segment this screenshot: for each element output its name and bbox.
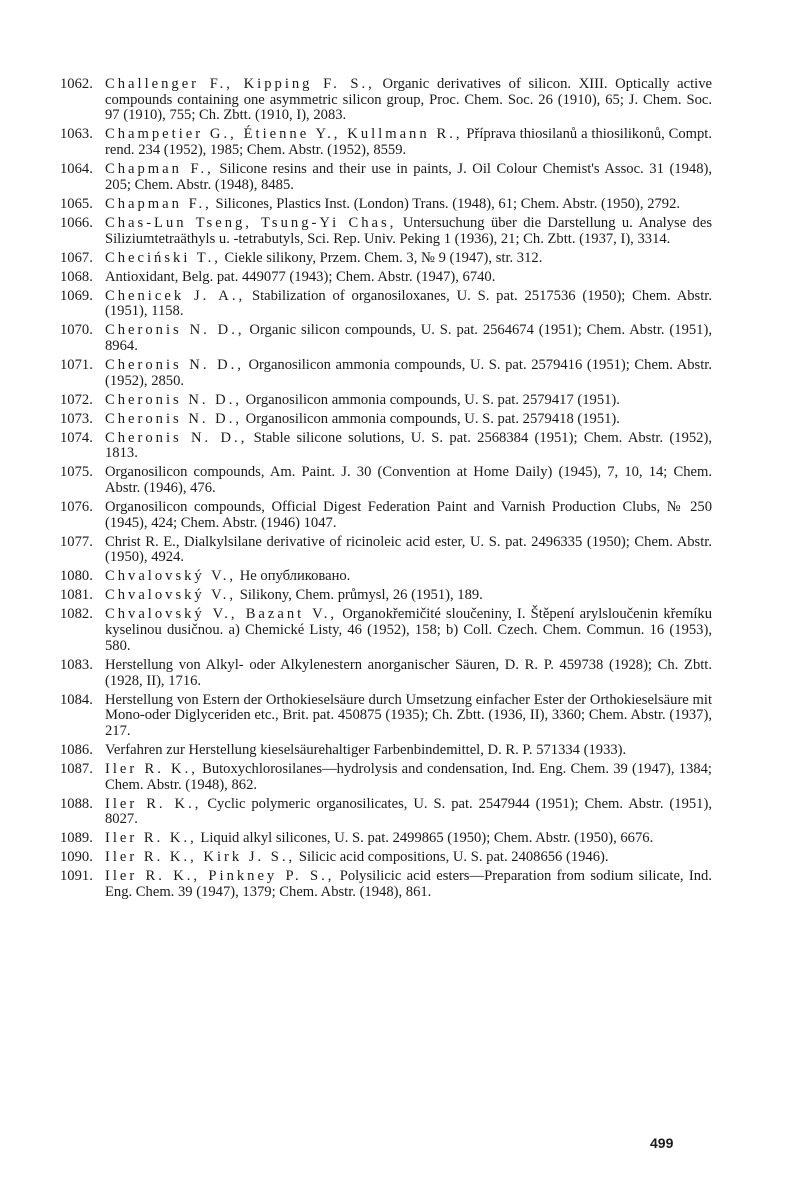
reference-authors: Cheronis N. D., (105, 356, 244, 373)
reference-text: Cyclic polymeric organosilicates, U. S. pat. 2547944 (1951); Chem. Abstr. (1951), 8027. (105, 795, 712, 828)
reference-authors: Challenger F., Kipping F. S., (105, 76, 375, 92)
reference-authors: Chapman F., (105, 195, 212, 212)
reference-authors: Chvalovský V., (105, 587, 237, 604)
reference-item (60, 289, 712, 320)
reference-authors: Checiński T., (105, 249, 221, 266)
reference-item (60, 607, 712, 654)
reference-text: Silicic acid compositions, U. S. pat. 2408656 (1946). (295, 849, 609, 866)
reference-number: 1075. (60, 464, 93, 481)
reference-item (60, 251, 712, 267)
reference-item (60, 358, 712, 389)
reference-authors: Iler R. K., (105, 830, 197, 847)
reference-text: Příprava thiosilanů a thiosilikonů, Compt. rend. 234 (1952), 1985; Chem. Abstr. (1952), 8559. (105, 126, 712, 159)
reference-number: 1068. (60, 268, 93, 285)
reference-number: 1066. (60, 214, 93, 231)
reference-text: Liquid alkyl silicones, U. S. pat. 2499865 (1950); Chem. Abstr. (1950), 6676. (196, 830, 654, 847)
reference-item (60, 127, 712, 158)
reference-number: 1084. (60, 691, 93, 708)
reference-number: 1087. (60, 760, 93, 777)
page-number: 499 (650, 1135, 674, 1151)
reference-number: 1088. (60, 795, 93, 812)
reference-item (60, 431, 712, 462)
reference-number: 1081. (60, 587, 93, 604)
reference-authors: Iler R. K., (105, 795, 202, 812)
reference-number: 1076. (60, 499, 93, 516)
reference-number: 1091. (60, 868, 93, 885)
reference-authors: Cheronis N. D., (105, 410, 243, 427)
reference-number: 1077. (60, 533, 93, 550)
reference-authors: Chvalovský V., Bazant V., (105, 606, 338, 623)
reference-authors: Chas-Lun Tseng, Tsung-Yi Chas, (105, 214, 397, 231)
reference-text: Organosilicon compounds, Am. Paint. J. 30 (Convention at Home Daily) (1945), 7, 10, 14; Chem. Abstr. (1946), 476. (105, 464, 712, 497)
reference-text: Herstellung von Estern der Orthokieselsäure durch Umsetzung einfacher Ester der Orthokieselsäure mit Mono-oder Diglyceriden etc., Brit. pat. 450875 (1935); Ch. Zbtt. (1936, II), 3360; Chem. Abstr. (1937), 217. (105, 691, 712, 739)
reference-number: 1064. (60, 161, 93, 178)
reference-item (60, 869, 712, 900)
reference-text: Organic derivatives of silicon. XIII. Optically active compounds containing one asymmetric silicon group, Proc. Chem. Soc. 26 (1910), 65; J. Chem. Soc. 97 (1910), 755; Ch. Zbtt. (1910, I), 2083. (105, 76, 712, 124)
reference-number: 1090. (60, 849, 93, 866)
reference-text: Organokřemičité sloučeniny, I. Štěpení arylsloučenin křemíku kyselinou dusičnou. a) Chemické Listy, 46 (1952), 158; b) Coll. Czech. Chem. Commun. 16 (1953), 580. (105, 606, 712, 654)
reference-text: Stable silicone solutions, U. S. pat. 2568384 (1951); Chem. Abstr. (1952), 1813. (105, 429, 712, 462)
reference-text: Christ R. E., Dialkylsilane derivative of ricinoleic acid ester, U. S. pat. 2496335 (1950); Chem. Abstr. (1950), 4924. (105, 533, 712, 566)
reference-number: 1065. (60, 195, 93, 212)
reference-item (60, 831, 712, 847)
reference-item (60, 693, 712, 740)
reference-item (60, 162, 712, 193)
reference-item (60, 500, 712, 531)
reference-text: Silikony, Chem. průmysl, 26 (1951), 189. (236, 587, 483, 604)
reference-item (60, 465, 712, 496)
reference-number: 1089. (60, 830, 93, 847)
reference-number: 1073. (60, 410, 93, 427)
reference-text: Organosilicon ammonia compounds, U. S. pat. 2579417 (1951). (242, 391, 620, 408)
reference-number: 1080. (60, 568, 93, 585)
reference-item (60, 743, 712, 759)
reference-authors: Cheronis N. D., (105, 391, 243, 408)
reference-number: 1063. (60, 126, 93, 143)
reference-item (60, 588, 712, 604)
reference-text: Polysilicic acid esters—Preparation from sodium silicate, Ind. Eng. Chem. 39 (1947), 1379; Chem. Abstr. (1948), 861. (105, 868, 712, 901)
reference-number: 1069. (60, 287, 93, 304)
reference-item (60, 197, 712, 213)
reference-text: Organosilicon ammonia compounds, U. S. pat. 2579418 (1951). (242, 410, 620, 427)
reference-number: 1067. (60, 249, 93, 266)
reference-authors: Cheronis N. D., (105, 429, 248, 446)
reference-text: Stabilization of organosiloxanes, U. S. pat. 2517536 (1950); Chem. Abstr. (1951), 1158. (105, 287, 712, 320)
reference-number: 1083. (60, 656, 93, 673)
reference-item (60, 270, 712, 286)
reference-item (60, 762, 712, 793)
reference-item (60, 535, 712, 566)
reference-text: Butoxychlorosilanes—hydrolysis and condensation, Ind. Eng. Chem. 39 (1947), 1384; Chem. Abstr. (1948), 862. (105, 760, 712, 793)
reference-authors: Iler R. K., Kirk J. S., (105, 849, 296, 866)
reference-number: 1082. (60, 606, 93, 623)
reference-text: Silicone resins and their use in paints, J. Oil Colour Chemist's Assoc. 31 (1948), 205; Chem. Abstr. (1948), 8485. (105, 161, 713, 193)
reference-authors: Iler R. K., (105, 760, 198, 777)
reference-item (60, 412, 712, 428)
reference-authors: Chvalovský V., (105, 568, 237, 585)
reference-number: 1072. (60, 391, 93, 408)
reference-list (60, 77, 712, 904)
reference-text: Herstellung von Alkyl- oder Alkylenestern anorganischer Säuren, D. R. P. 459738 (1928); Ch. Zbtt. (1928, II), 1716. (105, 656, 712, 689)
reference-text: Не опубликовано. (236, 568, 351, 585)
reference-authors: Iler R. K., Pinkney P. S., (105, 868, 335, 885)
reference-item (60, 658, 712, 689)
reference-authors: Chenicek J. A., (105, 287, 246, 304)
reference-text: Ciekle silikony, Przem. Chem. 3, № 9 (1947), str. 312. (220, 249, 543, 266)
reference-authors: Champetier G., Étienne Y., Kullmann R., (105, 126, 463, 143)
reference-item (60, 216, 712, 247)
reference-text: Silicones, Plastics Inst. (London) Trans. (1948), 61; Chem. Abstr. (1950), 2792. (211, 195, 681, 212)
reference-number: 1062. (60, 76, 93, 92)
reference-text: Antioxidant, Belg. pat. 449077 (1943); Chem. Abstr. (1947), 6740. (105, 268, 496, 285)
reference-number: 1071. (60, 356, 93, 373)
reference-text: Untersuchung über die Darstellung u. Analyse des Siliziumtetraäthyls u. -tetrabutyls, Sci. Rep. Univ. Peking 1 (1936), 21; Ch. Zbtt. (1937, I), 3314. (105, 214, 713, 247)
reference-text: Organic silicon compounds, U. S. pat. 2564674 (1951); Chem. Abstr. (1951), 8964. (105, 322, 712, 354)
reference-number: 1070. (60, 322, 93, 339)
reference-number: 1074. (60, 429, 93, 446)
reference-item (60, 77, 712, 124)
reference-item (60, 569, 712, 585)
reference-text: Organosilicon ammonia compounds, U. S. pat. 2579416 (1951); Chem. Abstr. (1952), 2850. (105, 356, 712, 389)
reference-number: 1086. (60, 741, 93, 758)
reference-item (60, 797, 712, 828)
reference-item (60, 850, 712, 866)
reference-authors: Cheronis N. D., (105, 322, 245, 339)
reference-text: Verfahren zur Herstellung kieselsäurehaltiger Farbenbindemittel, D. R. P. 571334 (1933). (105, 741, 627, 758)
reference-item (60, 393, 712, 409)
reference-text: Organosilicon compounds, Official Digest Federation Paint and Varnish Production Clubs, № 250 (1945), 424; Chem. Abstr. (1946) 1047. (105, 499, 712, 531)
reference-authors: Chapman F., (105, 161, 214, 178)
reference-item (60, 323, 712, 354)
